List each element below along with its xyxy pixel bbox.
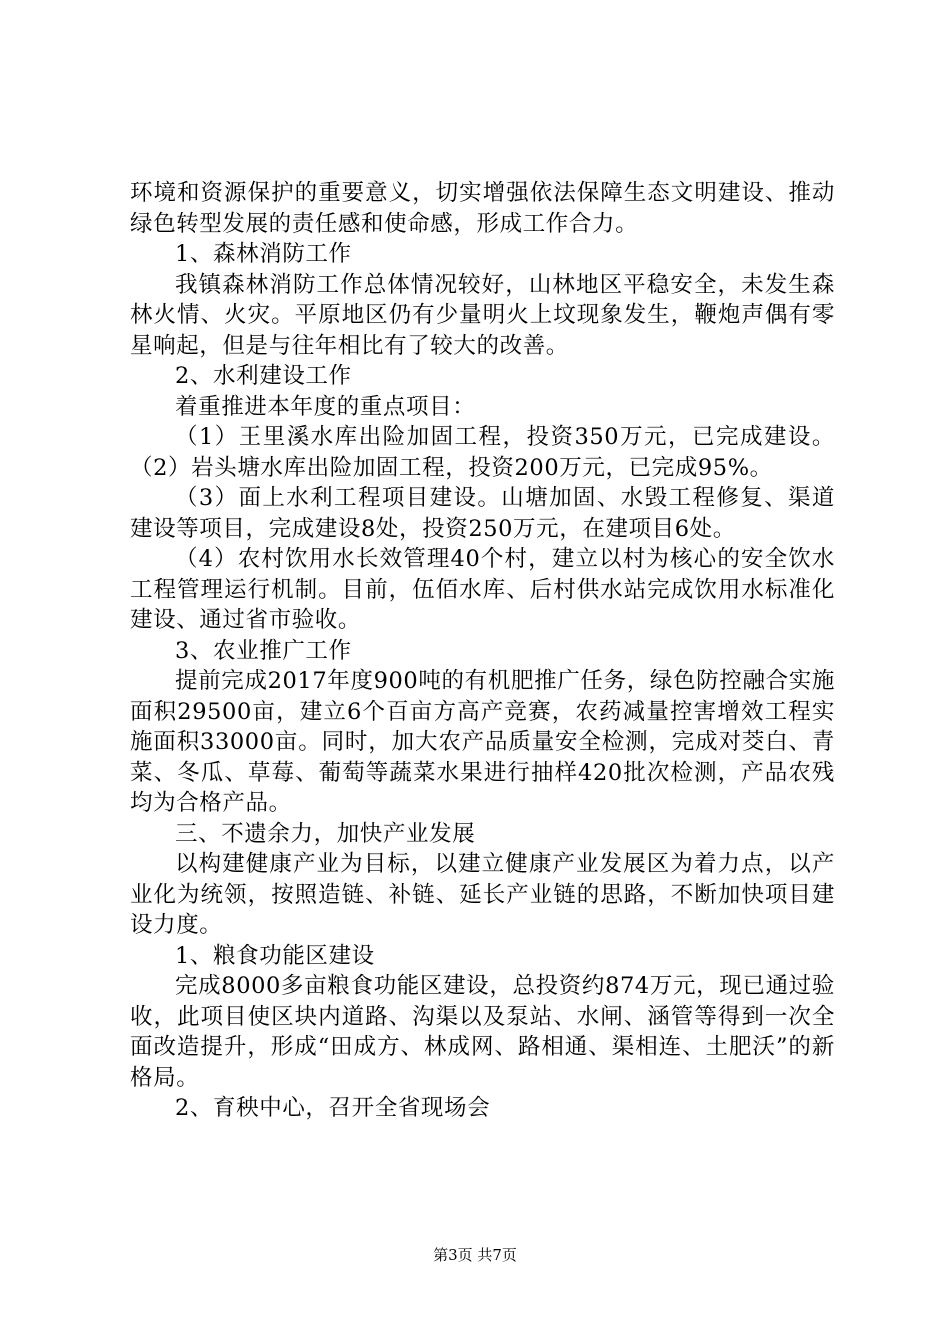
- paragraph: （1）王里溪水库出险加固工程，投资350万元，已完成建设。（2）岩头塘水库出险加固工程，投资200万元，已完成95%。: [130, 424, 835, 481]
- section-heading: 3、农业推广工作: [175, 637, 352, 664]
- paragraph: 提前完成2017年度900吨的有机肥推广任务，绿色防控融合实施面积29500亩，建立6个百亩方高产竞赛，农药减量控害增效工程实施面积33000亩。同时，加大农产品质量安全检测，完成对茭白、青菜、冬瓜、草莓、葡萄等蔬菜水果进行抽样420批次检测，产品农残均为合格产品。: [130, 668, 835, 816]
- section-heading: 2、育秧中心，召开全省现场会: [175, 1095, 491, 1121]
- paragraph: 完成8000多亩粮食功能区建设，总投资约874万元，现已通过验收，此项目使区块内道路、沟渠以及泵站、水闸、涵管等得到一次全面改造提升，形成“田成方、林成网、路相通、渠相连、土肥沃”的新格局。: [130, 973, 835, 1091]
- section-heading: 1、粮食功能区建设: [175, 942, 375, 969]
- page-footer: 第3页 共7页: [433, 1246, 517, 1264]
- paragraph: 以构建健康产业为目标，以建立健康产业发展区为着力点，以产业化为统领，按照造链、补链、延长产业链的思路，不断加快项目建设力度。: [130, 851, 835, 938]
- section-heading: 三、不遗余力，加快产业发展: [175, 820, 476, 847]
- paragraph: 着重推进本年度的重点项目：: [175, 393, 476, 420]
- paragraph: 环境和资源保护的重要意义，切实增强依法保障生态文明建设、推动绿色转型发展的责任感和使命感，形成工作合力。: [130, 180, 835, 237]
- document-body: [130, 178, 835, 1124]
- paragraph: （4）农村饮用水长效管理40个村，建立以村为核心的安全饮水工程管理运行机制。目前，伍佰水库、后村供水站完成饮用水标准化建设、通过省市验收。: [130, 546, 835, 633]
- section-heading: 1、森林消防工作: [175, 241, 352, 267]
- paragraph: （3）面上水利工程项目建设。山塘加固、水毁工程修复、渠道建设等项目，完成建设8处，投资250万元，在建项目6处。: [130, 485, 835, 542]
- paragraph: 我镇森林消防工作总体情况较好，山林地区平稳安全，未发生森林火情、火灾。平原地区仍有少量明火上坟现象发生，鞭炮声偶有零星响起，但是与往年相比有了较大的改善。: [130, 271, 835, 359]
- section-heading: 2、水利建设工作: [175, 363, 352, 389]
